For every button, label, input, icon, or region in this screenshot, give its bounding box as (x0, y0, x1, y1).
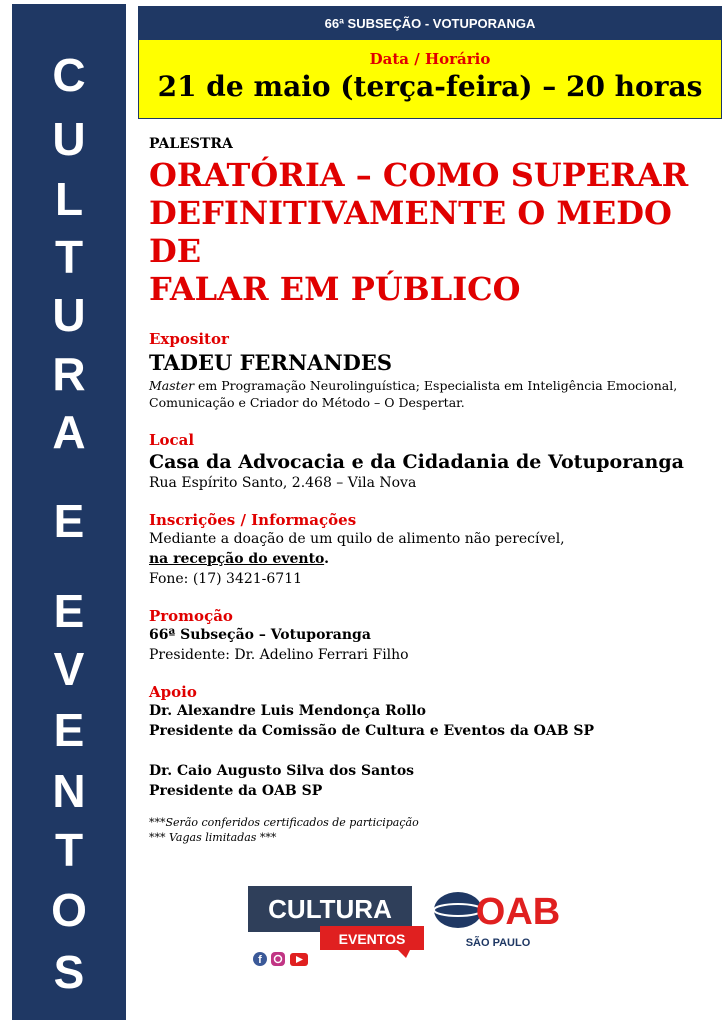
sidebar-letter: S (53, 946, 85, 998)
event-title-line: ORATÓRIA – COMO SUPERAR (149, 156, 689, 194)
registration-text (149, 549, 709, 569)
sidebar-letter: E (53, 495, 85, 547)
sidebar-letter: U (52, 289, 86, 341)
oab-logo-text: OAB (475, 891, 561, 933)
location-section (149, 431, 709, 493)
speaker-section (149, 330, 709, 411)
event-title-line: FALAR EM PÚBLICO (149, 270, 521, 308)
support-person: Dr. Alexandre Luis Mendonça Rollo (149, 703, 427, 719)
location-name: Casa da Advocacia e da Cidadania de Votuporanga (149, 451, 684, 473)
oab-sp-logo (432, 886, 566, 952)
event-title (149, 156, 709, 308)
promotion-president: Presidente: Dr. Adelino Ferrari Filho (149, 647, 409, 663)
speaker-bio-emphasis: Master (149, 378, 195, 393)
registration-emphasis: na recepção do evento (149, 551, 325, 567)
support-section (149, 683, 709, 801)
speaker-bio (149, 377, 709, 411)
sidebar-letter: L (54, 173, 84, 225)
registration-section (149, 511, 709, 589)
sidebar-letter: N (52, 765, 86, 817)
event-details (149, 136, 709, 845)
location-address: Rua Espírito Santo, 2.468 – Vila Nova (149, 475, 417, 491)
registration-phone: Fone: (17) 3421-6711 (149, 571, 303, 587)
sidebar-letter: C (52, 49, 86, 101)
social-icons (253, 952, 308, 966)
speaker-label: Expositor (149, 330, 229, 348)
speaker-name: TADEU FERNANDES (149, 350, 393, 375)
speaker-bio-text: Comunicação e Criador do Método – O Despertar. (149, 395, 465, 410)
event-title-line: DEFINITIVAMENTE O MEDO DE (149, 194, 672, 270)
registration-label: Inscrições / Informações (149, 511, 357, 529)
datetime-box (138, 40, 722, 119)
support-person: Dr. Caio Augusto Silva dos Santos (149, 763, 415, 779)
sidebar-letter: T (54, 824, 84, 876)
sidebar-letter: O (51, 884, 87, 936)
sidebar-letter: T (54, 231, 84, 283)
note-line: *** Vagas limitadas *** (149, 831, 277, 844)
support-label: Apoio (149, 683, 197, 701)
sidebar-letter: U (52, 113, 86, 165)
sidebar-letter: A (52, 406, 86, 458)
support-role: Presidente da Comissão de Cultura e Eventos da OAB SP (149, 723, 595, 739)
event-kicker: PALESTRA (149, 136, 233, 152)
sidebar-letter: E (53, 585, 85, 637)
sidebar-letter: E (53, 704, 85, 756)
datetime-label: Data / Horário (369, 50, 491, 68)
cultura-eventos-logo (248, 886, 424, 970)
promotion-label: Promoção (149, 607, 233, 625)
oab-logo-subtext: SÃO PAULO (465, 937, 531, 949)
notes (149, 815, 709, 845)
sidebar-banner (12, 4, 126, 1020)
promotion-section (149, 607, 709, 665)
note-line: ***Serão conferidos certificados de participação (149, 816, 419, 829)
speaker-bio-text: em Programação Neurolinguística; Especialista em Inteligência Emocional, (194, 378, 678, 393)
eventos-logo-text: EVENTOS (338, 931, 406, 947)
registration-text: Mediante a doação de um quilo de alimento não perecível, (149, 531, 565, 547)
svg-text:f: f (258, 954, 262, 966)
promotion-name: 66ª Subseção – Votuporanga (149, 627, 371, 643)
location-label: Local (149, 431, 195, 449)
instagram-icon (271, 952, 285, 966)
sidebar-letter: R (52, 348, 86, 400)
subsection-header: 66ª SUBSEÇÃO - VOTUPORANGA (138, 6, 722, 40)
cultura-logo-text: CULTURA (268, 894, 392, 924)
support-role: Presidente da OAB SP (149, 783, 323, 799)
datetime-value: 21 de maio (terça-feira) – 20 horas (157, 70, 703, 103)
registration-period: . (324, 551, 329, 567)
sidebar-letter: V (53, 643, 85, 695)
